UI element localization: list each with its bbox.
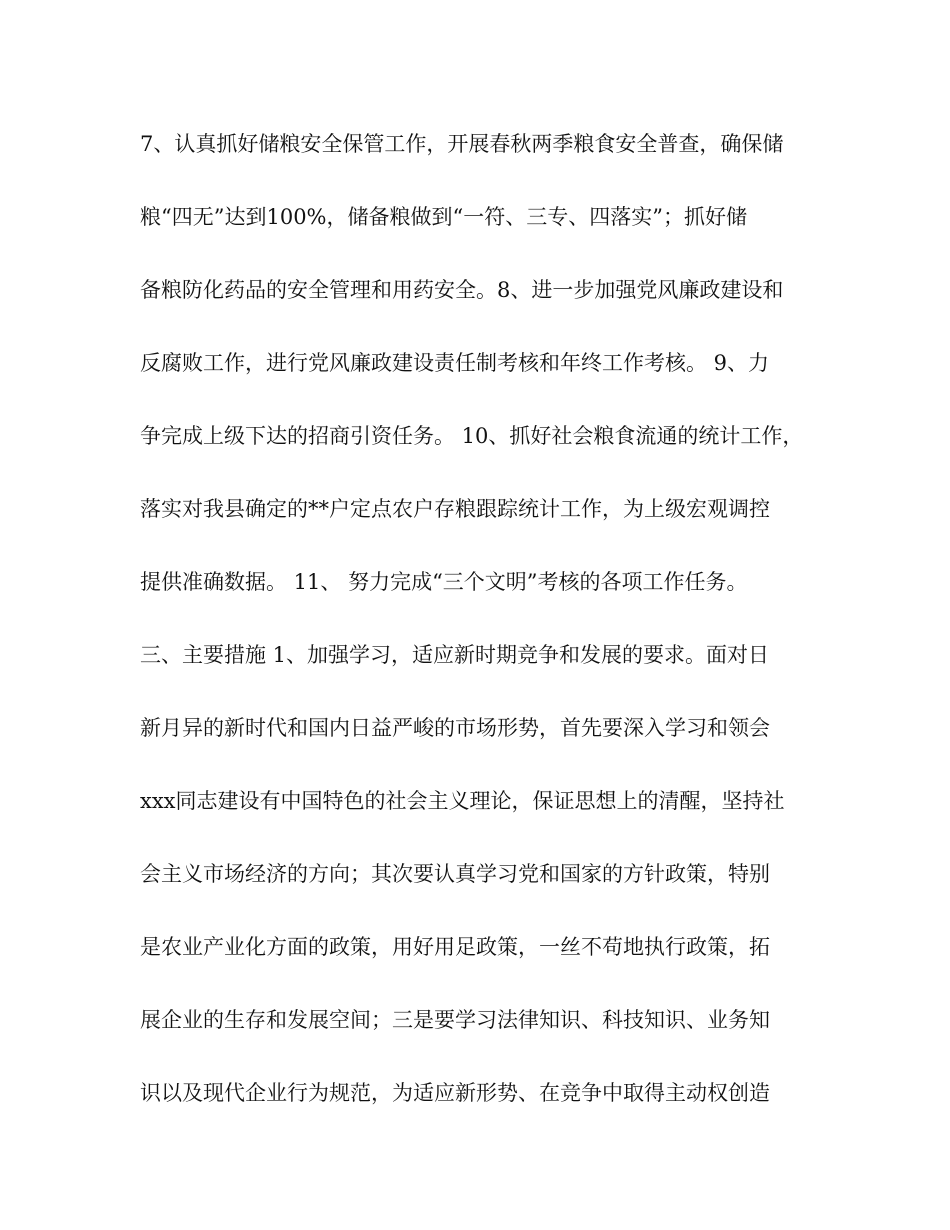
text-line: 粮“四无”达到100%，储备粮做到“一符、三专、四落实”；抓好储	[140, 205, 747, 229]
text-line: 落实对我县确定的**户定点农户存粮跟踪统计工作，为上级宏观调控	[140, 497, 770, 521]
text-line: 会主义市场经济的方向；其次要认真学习党和国家的方针政策，特别	[140, 862, 770, 886]
text-line: 识以及现代企业行为规范，为适应新形势、在竞争中取得主动权创造	[140, 1081, 770, 1105]
text-line: 三、主要措施 1、加强学习，适应新时期竞争和发展的要求。面对日	[140, 643, 770, 667]
text-line: 争完成上级下达的招商引资任务。 10、抓好社会粮食流通的统计工作，	[140, 424, 804, 448]
text-line: xxx同志建设有中国特色的社会主义理论，保证思想上的清醒，坚持社	[140, 789, 785, 813]
text-line: 提供准确数据。 11、 努力完成“三个文明”考核的各项工作任务。	[140, 570, 748, 594]
text-line: 展企业的生存和发展空间；三是要学习法律知识、科技知识、业务知	[140, 1008, 770, 1032]
text-line: 备粮防化药品的安全管理和用药安全。8、进一步加强党风廉政建设和	[140, 278, 784, 302]
text-line: 是农业产业化方面的政策，用好用足政策，一丝不苟地执行政策，拓	[140, 935, 770, 959]
text-line: 新月异的新时代和国内日益严峻的市场形势，首先要深入学习和领会	[140, 716, 770, 740]
text-line: 反腐败工作，进行党风廉政建设责任制考核和年终工作考核。 9、力	[140, 351, 770, 375]
text-line: 7、认真抓好储粮安全保管工作，开展春秋两季粮食安全普查，确保储	[140, 132, 784, 156]
